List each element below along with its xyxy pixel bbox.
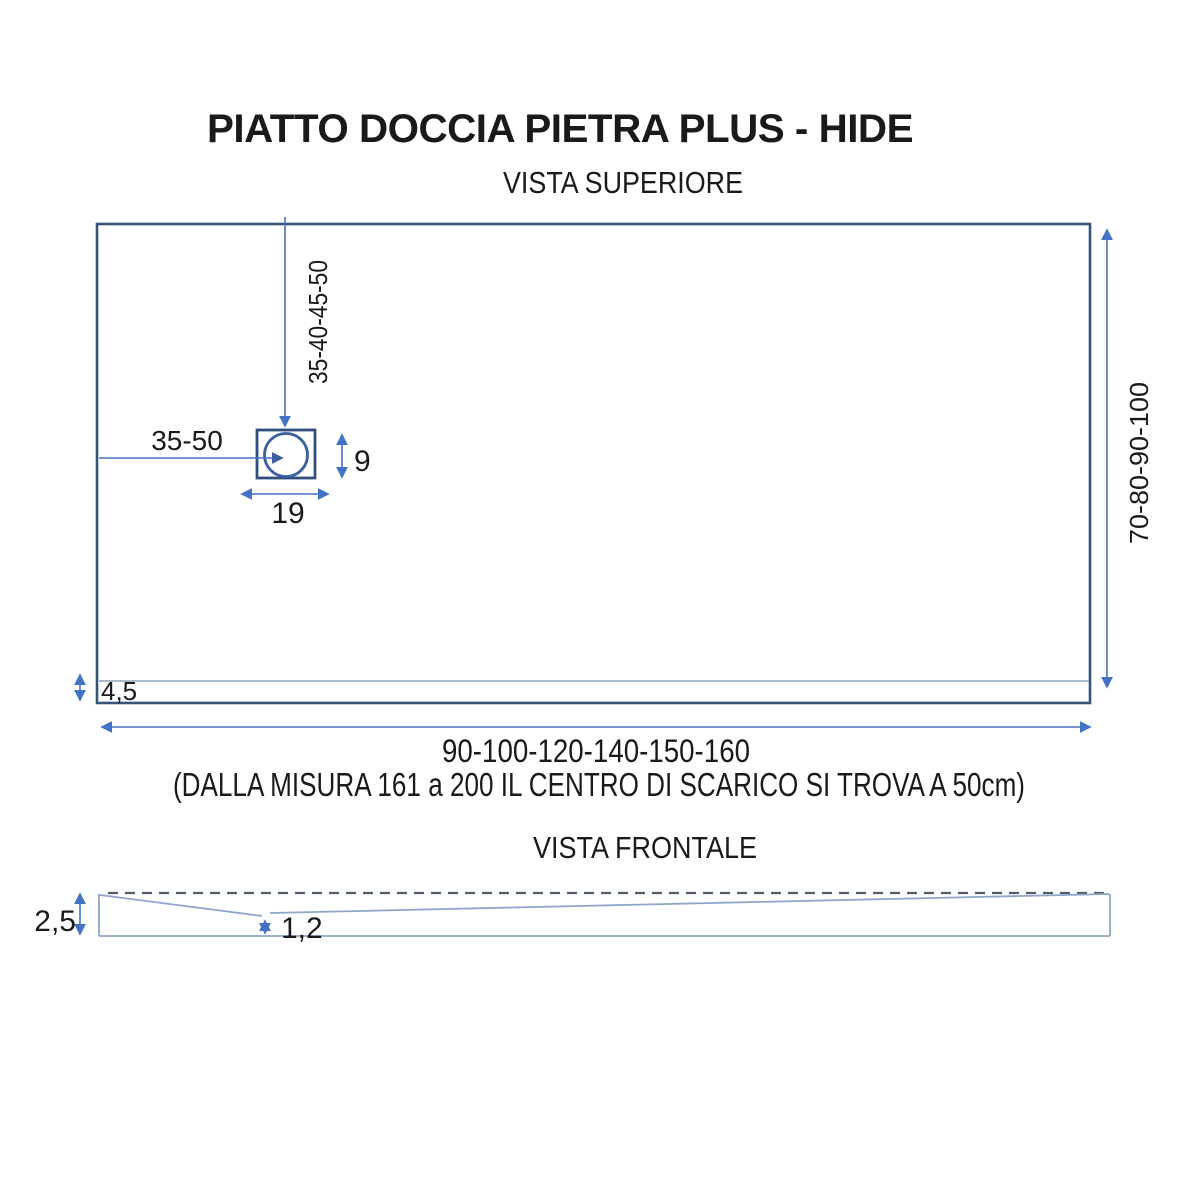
front-view-heading: VISTA FRONTALE	[533, 830, 757, 865]
front-view-slope-left	[100, 895, 262, 916]
dim-label-front-edge-height: 2,5	[34, 905, 76, 938]
dim-label-drain-from-left: 35-50	[151, 425, 223, 456]
dim-label-drain-from-top: 35-40-45-50	[303, 242, 333, 384]
dim-label-tray-width: 90-100-120-140-150-160	[442, 733, 750, 769]
front-view-slope-right	[270, 894, 1109, 913]
page-title: PIATTO DOCCIA PIETRA PLUS - HIDE	[207, 107, 913, 151]
top-view-heading: VISTA SUPERIORE	[503, 165, 743, 200]
dim-label-tray-depth: 70-80-90-100	[1124, 387, 1154, 544]
dim-label-drain-height: 9	[354, 445, 371, 478]
dim-label-front-drain-depth: 1,2	[281, 912, 323, 945]
dim-label-border-strip: 4,5	[101, 676, 138, 706]
tray-top-view-outline	[97, 224, 1090, 703]
drain-position-note: (DALLA MISURA 161 a 200 IL CENTRO DI SCARICO SI TROVA A 50cm)	[173, 766, 1025, 803]
dim-label-drain-width: 19	[271, 497, 305, 530]
